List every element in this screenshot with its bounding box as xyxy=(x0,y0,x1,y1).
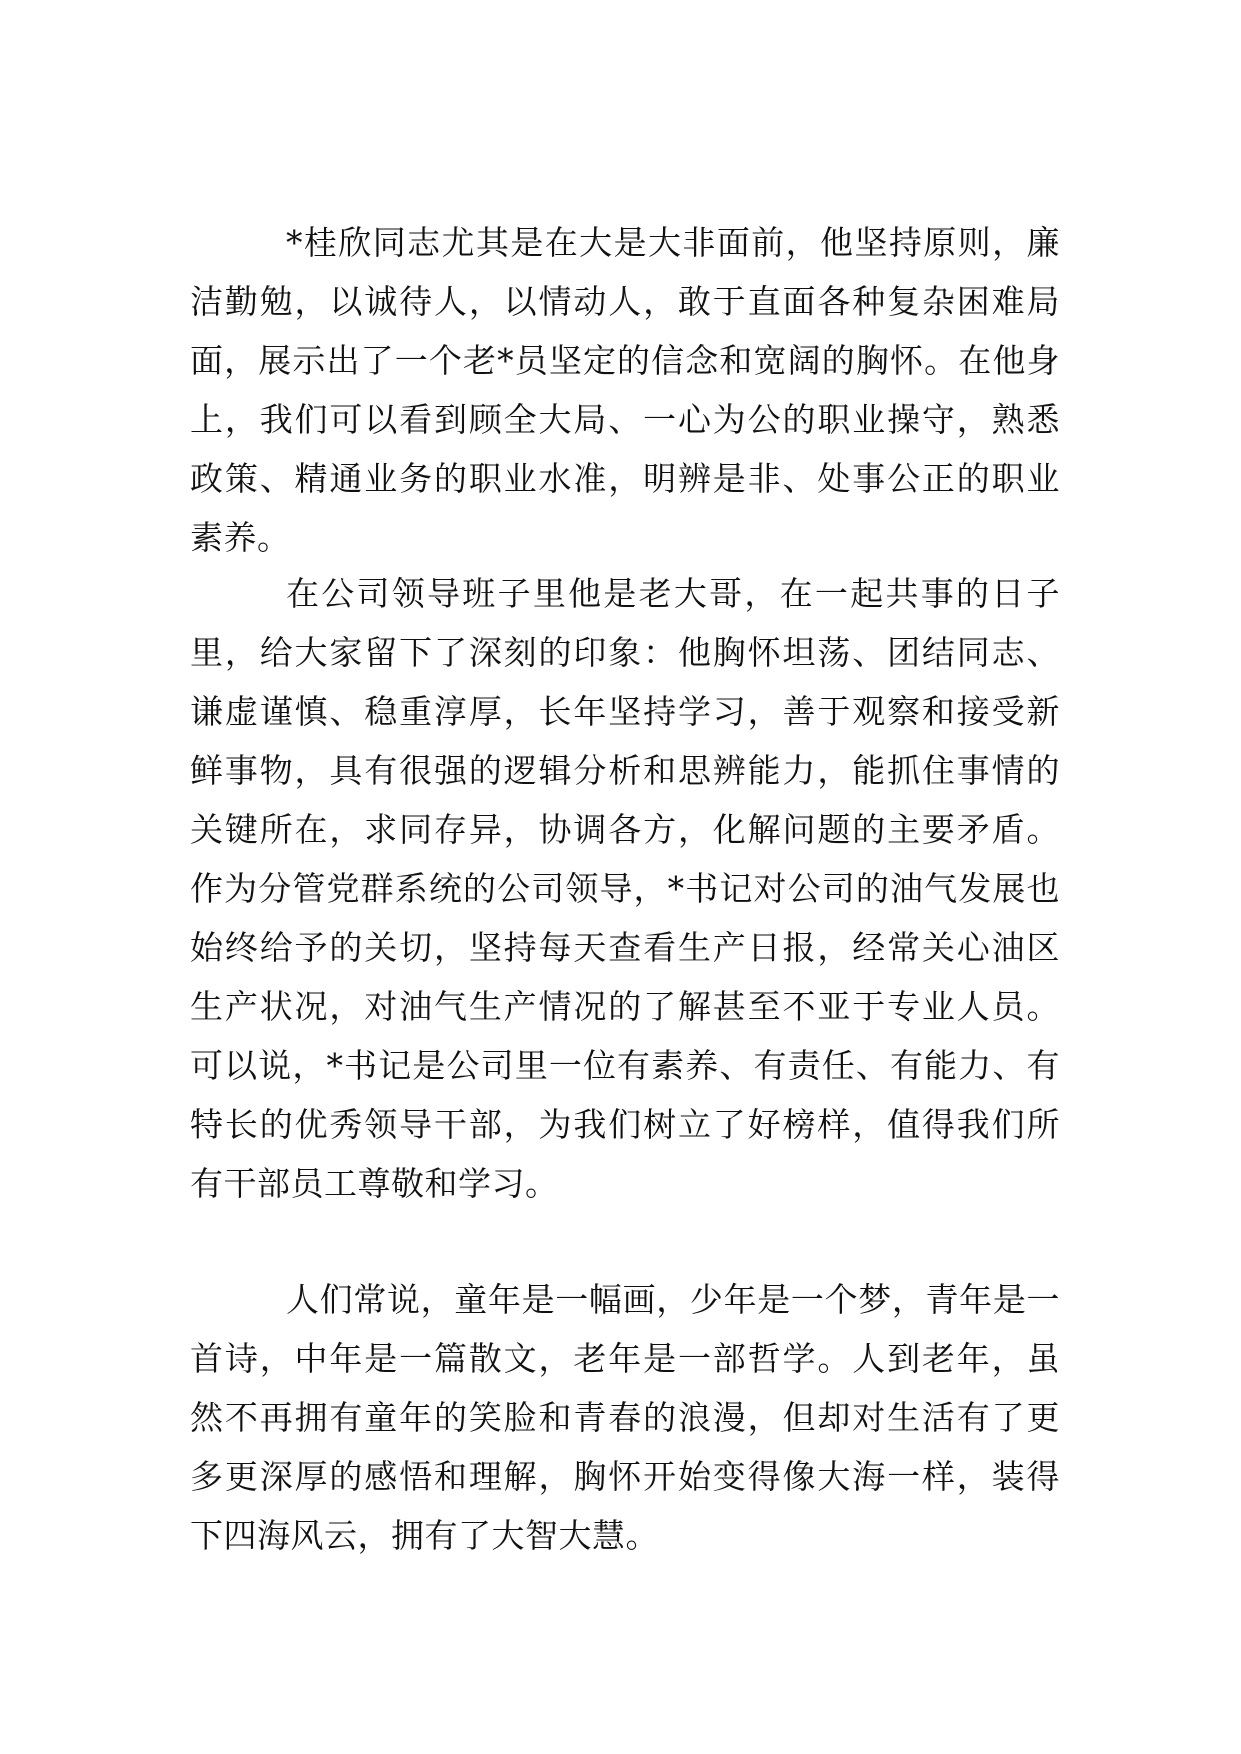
paragraph-1: *桂欣同志尤其是在大是大非面前，他坚持原则，廉洁勤勉，以诚待人，以情动人，敢于直面各种复杂困难局面，展示出了一个老*员坚定的信念和宽阔的胸怀。在他身上，我们可以看到顾全大局、一心为公的职业操守，熟悉政策、精通业务的职业水准，明辨是非、处事公正的职业素养。 xyxy=(190,223,1060,557)
paragraph-2: 在公司领导班子里他是老大哥，在一起共事的日子里，给大家留下了深刻的印象：他胸怀坦荡、团结同志、谦虚谨慎、稳重淳厚，长年坚持学习，善于观察和接受新鲜事物，具有很强的逻辑分析和思辨能力，能抓住事情的关键所在，求同存异，协调各方，化解问题的主要矛盾。作为分管党群系统的公司领导，*书记对公司的油气发展也始终给予的关切，坚持每天查看生产日报，经常关心油区生产状况，对油气生产情况的了解甚至不亚于专业人员。可以说，*书记是公司里一位有素养、有责任、有能力、有特长的优秀领导干部，为我们树立了好榜样，值得我们所有干部员工尊敬和学习。 xyxy=(190,574,1060,1203)
paragraph-3: 人们常说，童年是一幅画，少年是一个梦，青年是一首诗，中年是一篇散文，老年是一部哲学。人到老年，虽然不再拥有童年的笑脸和青春的浪漫，但却对生活有了更多更深厚的感悟和理解，胸怀开始变得像大海一样，装得下四海风云，拥有了大智大慧。 xyxy=(190,1280,1060,1555)
